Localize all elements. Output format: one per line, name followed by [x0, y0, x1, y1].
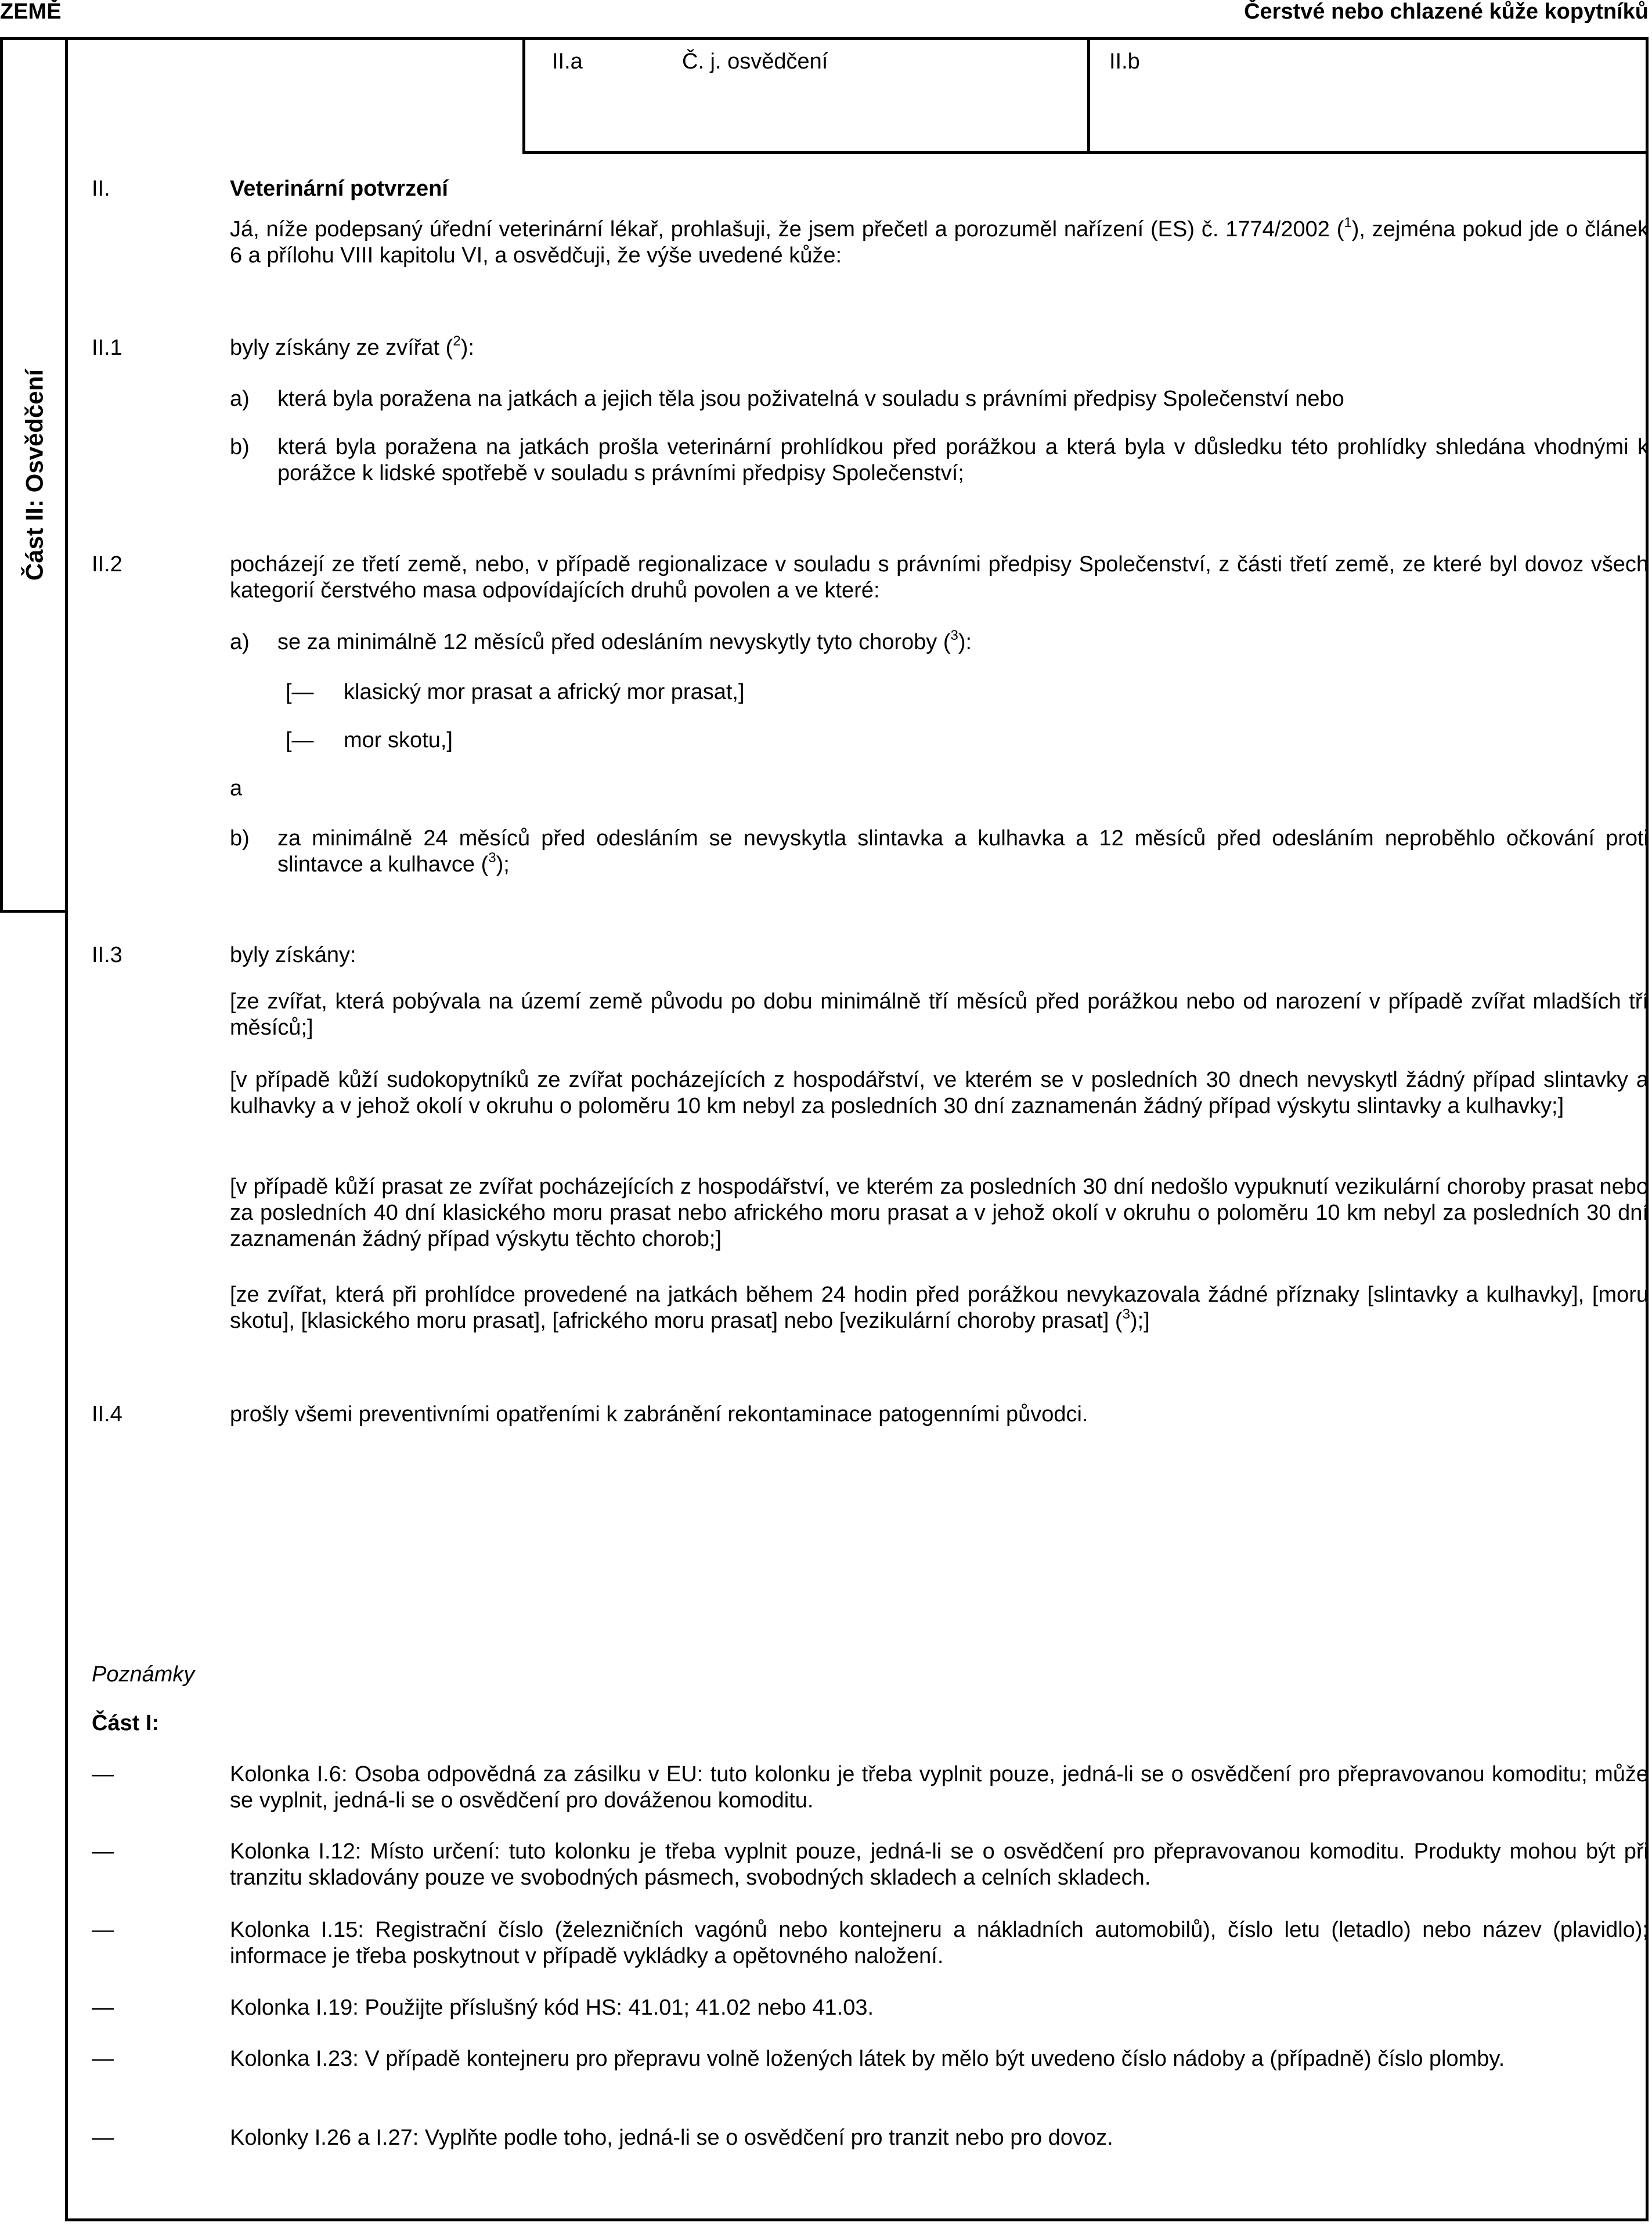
part-sidebar	[0, 37, 68, 913]
ii2-dash2-mark: [—	[286, 728, 314, 752]
section-number: II.	[92, 177, 110, 201]
ii2-dash1-text: klasický mor prasat a africký mor prasat,]	[344, 680, 745, 704]
ii1-a-label: a)	[230, 387, 250, 411]
note-item: Kolonka I.23: V případě kontejneru pro přepravu volně ložených látek by mělo být uvedeno číslo nádoby a (případně) číslo plomby.	[230, 2047, 1505, 2071]
ii3-paragraph: [v případě kůží sudokopytníků ze zvířat pocházejících z hospodářství, ve kterém se v posledních 30 dnech nevyskytl žádný případ slintavky a kulhavky a v jehož okolí v okruhu o poloměru 10 km nebyl za posledních 30 dní zaznamenán žádný případ výskytu slintavky a kulhavky;]	[230, 1068, 1649, 1118]
ii1-b-text: která byla poražena na jatkách prošla veterinární prohlídkou před porážkou a která byla v důsledku této prohlídky shledána vhodnými k porážce k lidské spotřebě v souladu s právními předpisy Společenství;	[277, 435, 1649, 485]
ii2-b-text: za minimálně 24 měsíců před odesláním se nevyskytla slintavka a kulhavka a 12 měsíců před odesláním neproběhlo očkování proti slintavce a kulhavce ($^3$);	[277, 826, 1649, 877]
ii3-paragraph: [v případě kůží prasat ze zvířat pocházejících z hospodářství, ve kterém za posledních 30 dní nedošlo vypuknutí vezikulární choroby prasat nebo za posledních 40 dní klasického moru prasat nebo afrického moru prasat a v jehož okolí v okruhu o poloměru 10 km nebyl za posledních 30 dní zaznamenán žádný případ výskytu těchto chorob;]	[230, 1175, 1649, 1251]
notes-heading: Poznámky	[92, 1662, 195, 1687]
certificate-reference-box	[522, 37, 1649, 154]
country-label: ZEMĚ	[0, 0, 62, 24]
ii2-number: II.2	[92, 552, 122, 577]
note-dash: —	[92, 1918, 114, 1942]
ii2-a-text: se za minimálně 12 měsíců před odesláním nevyskytly tyto choroby ($^3$):	[277, 628, 972, 654]
ii1-number: II.1	[92, 336, 122, 360]
certificate-number-label: Č. j. osvědčení	[682, 49, 828, 74]
section-intro: Já, níže podepsaný úřední veterinární lékař, prohlašuji, že jsem přečetl a porozuměl nařízení (ES) č. 1774/2002 ($^1$), zejména pokud jde o článek 6 a přílohu VIII kapitolu VI, a osvědčuji, že výše uvedené kůže:	[230, 215, 1649, 268]
ii2-dash1-mark: [—	[286, 680, 314, 704]
ii3-paragraph: [ze zvířat, která při prohlídce provedené na jatkách během 24 hodin před porážkou nevykazovala žádné příznaky [slintavky a kulhavky], [moru skotu], [klasického moru prasat], [afrického moru prasat] nebo [vezikulární choroby prasat] ($^3$);]	[230, 1283, 1649, 1333]
ii4-text: prošly všemi preventivními opatřeními k zabránění rekontaminace patogenními původci.	[230, 1402, 1088, 1427]
note-dash: —	[92, 2047, 114, 2071]
part-sidebar-label: Část II: Osvědčení	[20, 369, 48, 581]
ii3-number: II.3	[92, 943, 122, 967]
ii2-conjunction: a	[230, 776, 243, 801]
note-dash: —	[92, 1996, 114, 2020]
box-iia-id: II.a	[552, 49, 583, 74]
note-item: Kolonky I.26 a I.27: Vyplňte podle toho, jedná-li se o osvědčení pro tranzit nebo pro dovoz.	[230, 2126, 1113, 2150]
ii3-text: byly získány:	[230, 943, 356, 967]
ii2-b-label: b)	[230, 826, 250, 851]
note-item: Kolonka I.19: Použijte příslušný kód HS: 41.01; 41.02 nebo 41.03.	[230, 1996, 874, 2020]
box-divider	[1087, 37, 1090, 151]
box-iib-id: II.b	[1109, 49, 1140, 74]
ii2-dash2-text: mor skotu,]	[344, 728, 453, 752]
certificate-frame	[65, 37, 1649, 2221]
ii4-number: II.4	[92, 1402, 122, 1427]
note-item: Kolonka I.12: Místo určení: tuto kolonku je třeba vyplnit pouze, jedná-li se o osvědčení pro přepravovanou komoditu. Produkty mohou být při tranzitu skladovány pouze ve svobodných pásmech, svobodných skladech a celních skladech.	[230, 1839, 1649, 1890]
ii1-text: byly získány ze zvířat ($^2$):	[230, 333, 474, 360]
ii2-a-label: a)	[230, 630, 250, 654]
note-dash: —	[92, 1762, 114, 1786]
section-title: Veterinární potvrzení	[230, 177, 448, 201]
note-item: Kolonka I.6: Osoba odpovědná za zásilku v EU: tuto kolonku je třeba vyplnit pouze, jedná-li se o osvědčení pro přepravovanou komoditu; může se vyplnit, jedná-li se o osvědčení pro dováženou komoditu.	[230, 1762, 1649, 1813]
ii1-a-text: která byla poražena na jatkách a jejich těla jsou poživatelná v souladu s právními předpisy Společenství nebo	[277, 387, 1344, 411]
ii3-paragraph: [ze zvířat, která pobývala na území země původu po dobu minimálně tří měsíců před porážkou nebo od narození v případě zvířat mladších tří měsíců;]	[230, 989, 1649, 1040]
note-dash: —	[92, 2126, 114, 2150]
ii1-b-label: b)	[230, 435, 250, 459]
document-title: Čerstvé nebo chlazené kůže kopytníků	[1244, 0, 1649, 24]
note-item: Kolonka I.15: Registrační číslo (železničních vagónů nebo kontejneru a nákladních automobilů), číslo letu (letadlo) nebo název (plavidlo); informace je třeba poskytnout v případě vykládky a opětovného naložení.	[230, 1918, 1649, 1968]
ii2-text: pocházejí ze třetí země, nebo, v případě regionalizace v souladu s právními předpisy Společenství, z části třetí země, ze které byl dovoz všech kategorií čerstvého masa odpovídajících druhů povolen a ve které:	[230, 552, 1649, 603]
note-dash: —	[92, 1839, 114, 1864]
notes-part-label: Část I:	[92, 1711, 160, 1735]
